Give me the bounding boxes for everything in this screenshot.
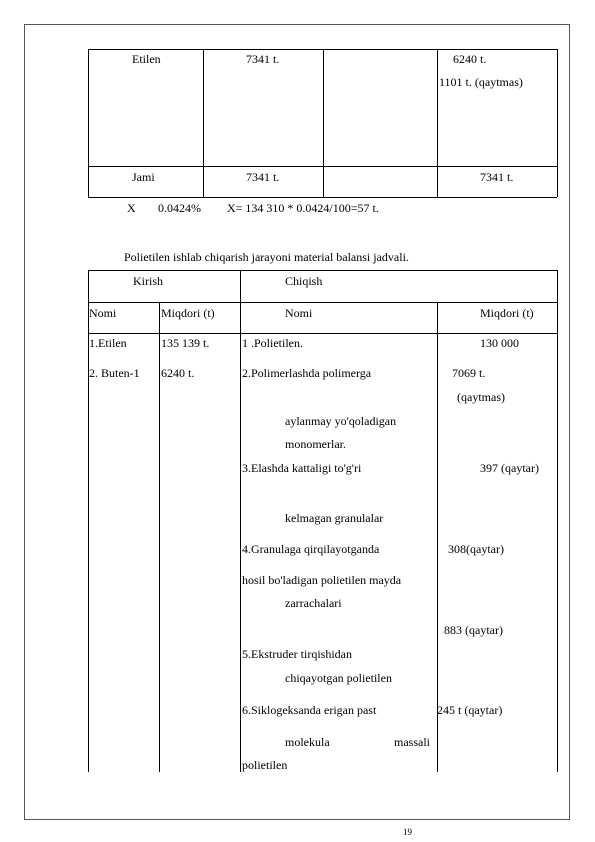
table-line — [557, 49, 558, 197]
cell-amount: 7341 t. — [246, 52, 280, 66]
table-line — [557, 270, 558, 772]
page-number: 19 — [403, 827, 412, 837]
table-line — [88, 49, 89, 197]
output-name: 6.Siklogeksanda erigan past — [242, 703, 377, 717]
input-name: 2. Buten-1 — [89, 366, 140, 380]
output-amount: 308(qaytar) — [448, 542, 504, 556]
col-amount: Miqdori (t) — [161, 306, 215, 320]
col-name: Nomi — [89, 306, 117, 320]
output-amount: 7069 t. — [452, 366, 486, 380]
table-line — [323, 49, 324, 197]
output-name: chiqayotgan polietilen — [285, 671, 392, 685]
output-amount: 883 (qaytar) — [444, 623, 503, 637]
output-name: hosil bo'ladigan polietilen mayda — [242, 573, 402, 587]
input-amount: 6240 t. — [161, 366, 195, 380]
table-line — [437, 49, 438, 197]
table-line — [203, 49, 204, 197]
cell-total-amount: 7341 t. — [246, 170, 280, 184]
output-name: aylanmay yo'qoladigan — [285, 414, 397, 428]
output-name: polietilen — [242, 758, 288, 772]
header-output: Chiqish — [285, 274, 323, 288]
input-name: 1.Etilen — [89, 336, 127, 350]
table-line — [88, 197, 557, 198]
calc-percent: 0.0424% — [158, 201, 201, 215]
output-name: massali — [394, 735, 430, 749]
output-name: kelmagan granulalar — [285, 511, 384, 525]
cell-out-return: 1101 t. (qaytmas) — [439, 75, 523, 89]
calc-x-label: X — [127, 201, 136, 215]
output-name: zarrachalari — [285, 596, 342, 610]
table-line — [159, 302, 160, 772]
table-line — [88, 270, 557, 271]
cell-total-out: 7341 t. — [480, 170, 514, 184]
output-name: 4.Granulaga qirqilayotganda — [242, 542, 380, 556]
calc-formula: X= 134 310 * 0.0424/100=57 t. — [227, 201, 379, 215]
table-line — [240, 270, 241, 772]
output-amount: 245 t (qaytar) — [437, 703, 503, 717]
col-out-amount: Miqdori (t) — [480, 306, 534, 320]
header-input: Kirish — [133, 274, 163, 288]
cell-total-label: Jami — [132, 170, 155, 184]
output-name: 3.Elashda kattaligi to'g'ri — [242, 461, 362, 475]
output-name: monomerlar. — [285, 437, 346, 451]
cell-name: Etilen — [132, 52, 161, 66]
table-line — [437, 302, 438, 772]
cell-out-amount: 6240 t. — [453, 52, 487, 66]
output-name: 2.Polimerlashda polimerga — [242, 366, 372, 380]
output-amount: (qaytmas) — [457, 390, 505, 404]
output-amount: 397 (qaytar) — [480, 461, 539, 475]
balance-title: Polietilen ishlab chiqarish jarayoni material balansi jadvali. — [124, 250, 409, 264]
output-name: molekula — [285, 735, 330, 749]
output-amount: 130 000 — [480, 336, 519, 350]
col-out-name: Nomi — [285, 306, 313, 320]
input-amount: 135 139 t. — [161, 336, 210, 350]
output-name: 5.Ekstruder tirqishidan — [242, 647, 352, 661]
output-name: 1 .Polietilen. — [242, 336, 303, 350]
